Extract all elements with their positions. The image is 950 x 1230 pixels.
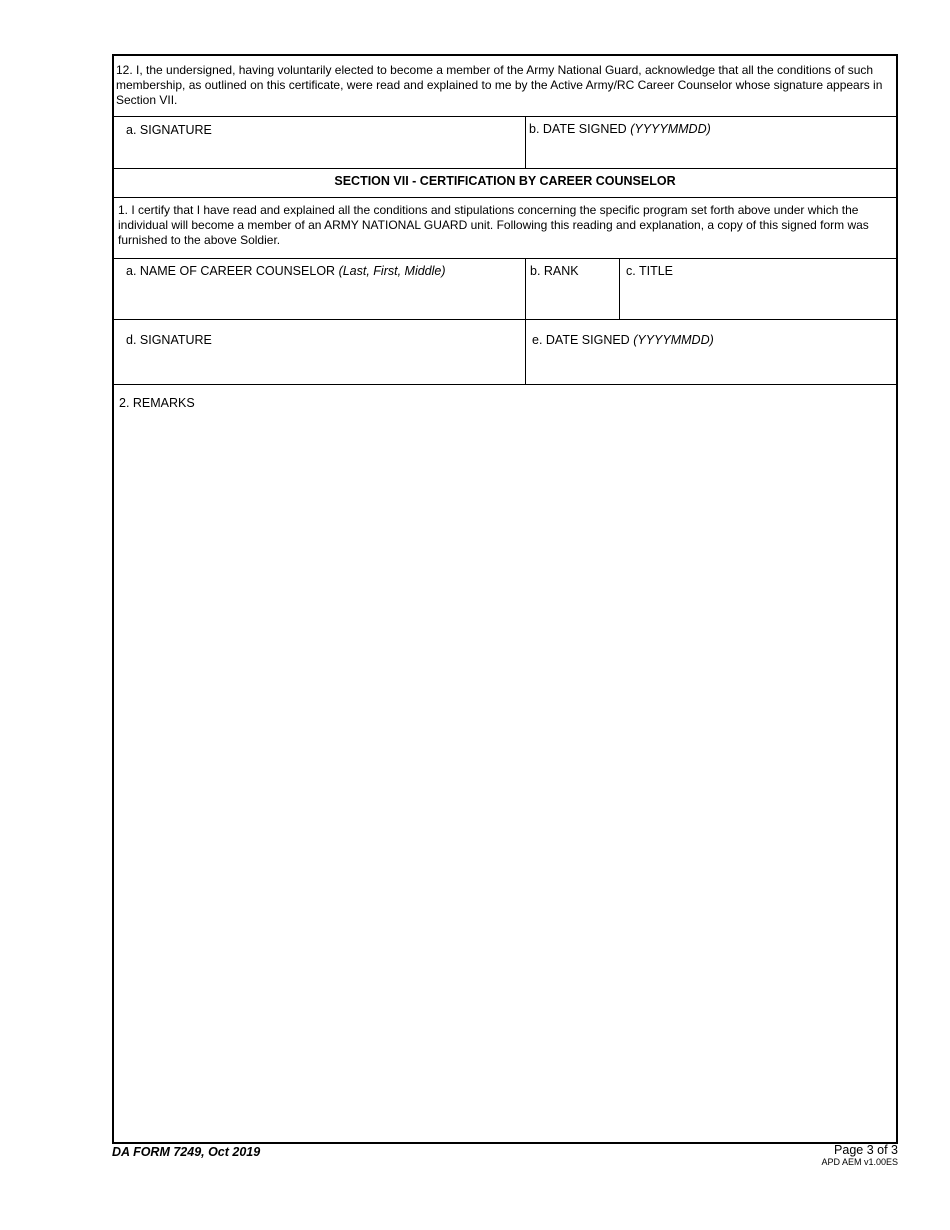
version-label: APD AEM v1.00ES	[821, 1157, 898, 1167]
soldier-date-signed-label	[529, 122, 711, 137]
soldier-date-label-text: b. DATE SIGNED	[529, 122, 627, 136]
divider	[114, 116, 896, 117]
divider	[114, 168, 896, 169]
form-page	[112, 54, 898, 1144]
counselor-name-label-text: a. NAME OF CAREER COUNSELOR	[126, 264, 336, 278]
certify-paragraph: 1. I certify that I have read and explained all the conditions and stipulations concerning the specific program set forth above under which the individual will become a member of an ARMY NATIONAL GUARD unit. Following this reading and explanation, a copy of this signed form was furnished to the above Soldier.	[118, 203, 869, 247]
divider	[619, 258, 620, 319]
soldier-signature-label: a. SIGNATURE	[126, 123, 212, 137]
counselor-date-signed-label	[532, 333, 714, 348]
divider	[114, 319, 896, 320]
counselor-rank-label: b. RANK	[530, 264, 579, 278]
counselor-title-label: c. TITLE	[626, 264, 674, 278]
page-number: Page 3 of 3	[834, 1143, 898, 1157]
divider	[114, 384, 896, 385]
item12-paragraph: 12. I, the undersigned, having voluntarily elected to become a member of the Army National Guard, acknowledge that all the conditions of such membership, as outlined on this certificate, were read and explained to me by the Active Army/RC Career Counselor whose signature appears in Section VII.	[116, 63, 883, 107]
footer-page-info	[821, 1143, 898, 1168]
soldier-date-format: (YYYYMMDD)	[630, 122, 711, 136]
counselor-date-format: (YYYYMMDD)	[633, 333, 714, 347]
remarks-label: 2. REMARKS	[119, 396, 195, 410]
counselor-name-label	[126, 264, 446, 279]
divider	[114, 258, 896, 259]
divider	[114, 197, 896, 198]
counselor-date-label-text: e. DATE SIGNED	[532, 333, 630, 347]
form-identifier: DA FORM 7249, Oct 2019	[112, 1145, 261, 1159]
counselor-name-format: (Last, First, Middle)	[338, 264, 446, 278]
section-vii-title: SECTION VII - CERTIFICATION BY CAREER COUNSELOR	[334, 174, 676, 188]
divider	[525, 116, 526, 168]
divider	[525, 258, 526, 385]
counselor-signature-label: d. SIGNATURE	[126, 333, 212, 347]
